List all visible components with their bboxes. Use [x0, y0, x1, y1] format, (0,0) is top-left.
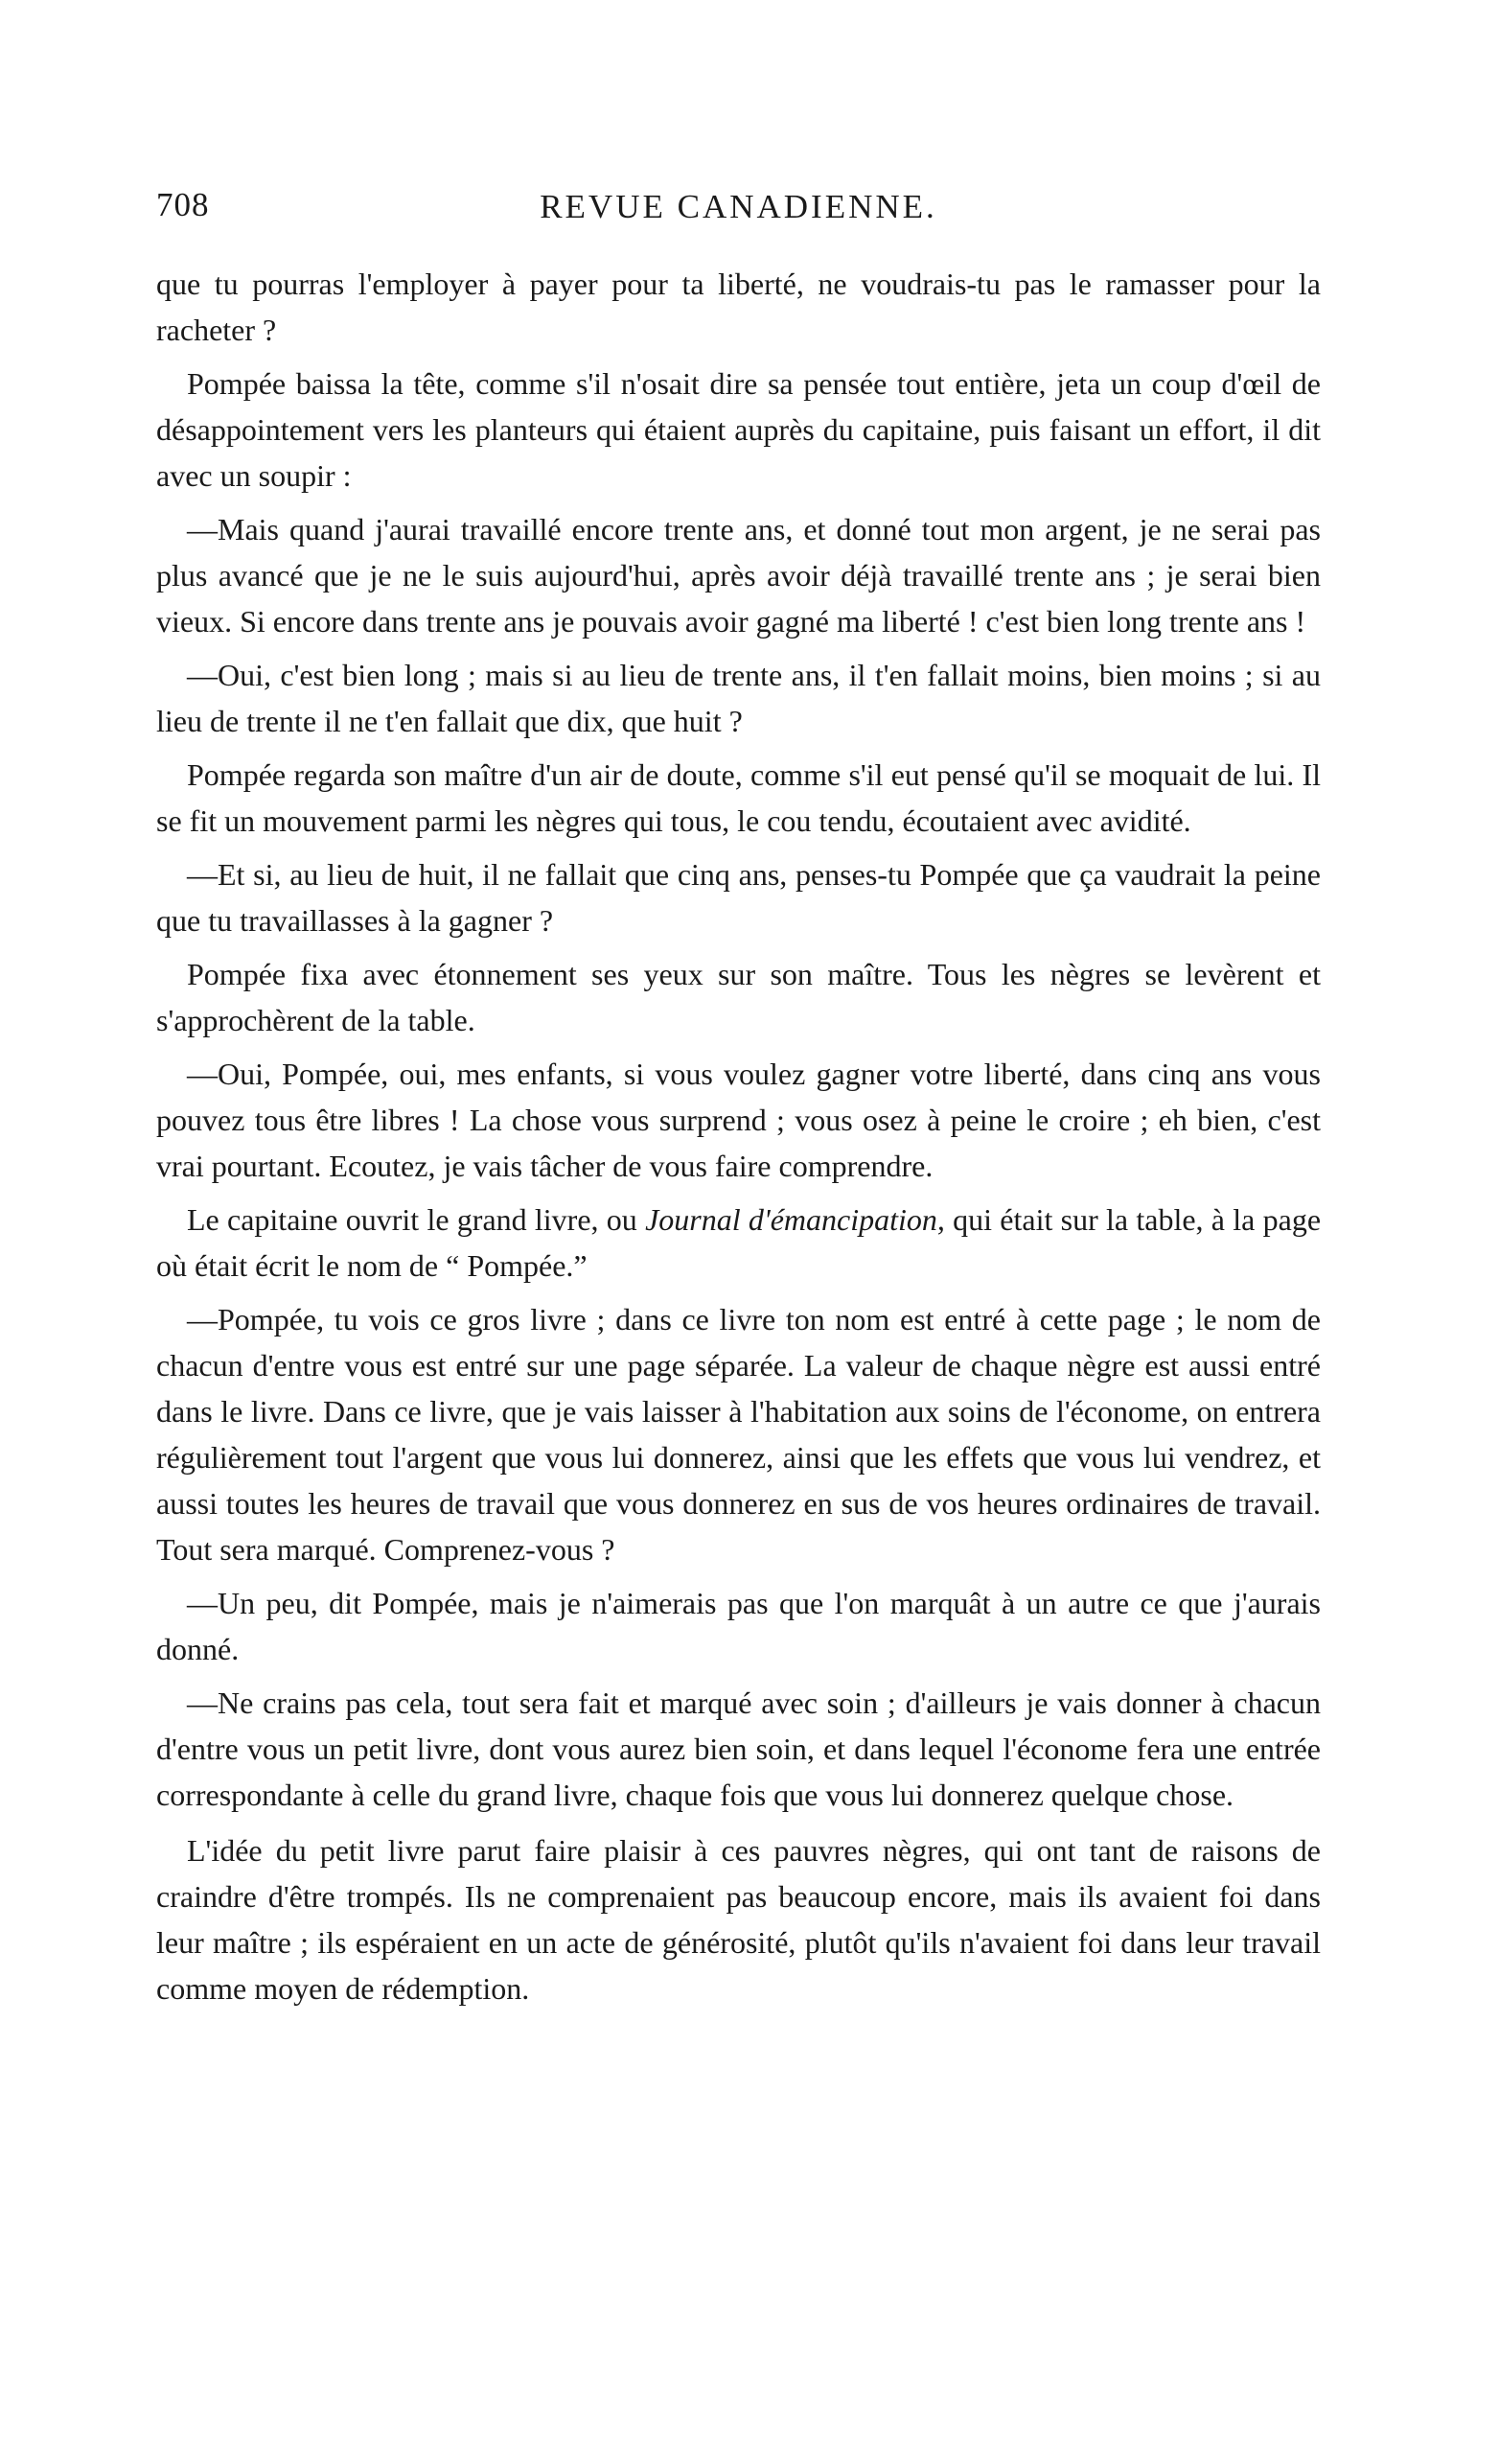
paragraph: Pompée fixa avec étonnement ses yeux sur son maître. Tous les nègres se levèrent et s'approchèrent de la table.	[156, 957, 1321, 1037]
body-text	[156, 261, 1321, 2011]
paragraph: L'idée du petit livre parut faire plaisir à ces pauvres nègres, qui ont tant de raisons de craindre d'être trompés. Ils ne comprenaient pas beaucoup encore, mais ils avaient foi dans leur maître ; ils espéraient en un acte de générosité, plutôt qu'ils n'avaient foi dans leur travail comme moyen de rédemption.	[156, 1833, 1321, 2006]
paragraph: Pompée regarda son maître d'un air de doute, comme s'il eut pensé qu'il se moquait de lui. Il se fit un mouvement parmi les nègres qui tous, le cou tendu, écoutaient avec avidité.	[156, 757, 1321, 838]
paragraph: que tu pourras l'employer à payer pour ta liberté, ne voudrais-tu pas le ramasser pour la racheter ?	[156, 267, 1321, 347]
paragraph: —Et si, au lieu de huit, il ne fallait que cinq ans, penses-tu Pompée que ça vaudrait la peine que tu travaillasses à la gagner ?	[156, 857, 1321, 938]
paragraph-text: qui était sur la table, à la page où était écrit le nom de “ Pompée.”	[156, 1202, 1322, 1283]
paragraph: —Pompée, tu vois ce gros livre ; dans ce livre ton nom est entré à cette page ; le nom de chacun d'entre vous est entré sur une page séparée. La valeur de chaque nègre est aussi entré dans le livre. Dans ce livre, que je vais laisser à l'habitation aux soins de l'économe, on entrera régulièrement tout l'argent que vous lui donnerez, ainsi que les effets que vous lui vendrez, et aussi toutes les heures de travail que vous donnerez en sus de vos heures ordinaires de travail. Tout sera marqué. Comprenez-vous ?	[156, 1302, 1321, 1567]
paragraph: —Ne crains pas cela, tout sera fait et marqué avec soin ; d'ailleurs je vais donner à chacun d'entre vous un petit livre, dont vous aurez bien soin, et dans lequel l'économe fera une entrée correspondante à celle du grand livre, chaque fois que vous lui donnerez quelque chose.	[156, 1685, 1321, 1812]
paragraph: —Un peu, dit Pompée, mais je n'aimerais pas que l'on marquât à un autre ce que j'aurais donné.	[156, 1586, 1321, 1666]
paragraph: —Mais quand j'aurai travaillé encore trente ans, et donné tout mon argent, je ne serai pas plus avancé que je ne le suis aujourd'hui, après avoir déjà travaillé trente ans ; je serai bien vieux. Si encore dans trente ans je pouvais avoir gagné ma liberté ! c'est bien long trente ans !	[156, 512, 1321, 639]
paragraph	[156, 1197, 1321, 1289]
paragraph: Pompée baissa la tête, comme s'il n'osait dire sa pensée tout entière, jeta un coup d'œil de désappointement vers les planteurs qui étaient auprès du capitaine, puis faisant un effort, il dit avec un soupir :	[156, 366, 1321, 493]
journal-title: REVUE CANADIENNE.	[540, 188, 937, 225]
paragraph: —Oui, Pompée, oui, mes enfants, si vous voulez gagner votre liberté, dans cinq ans vous pouvez tous être libres ! La chose vous surprend ; vous osez à peine le croire ; eh bien, c'est vrai pourtant. Ecoutez, je vais tâcher de vous faire comprendre.	[156, 1057, 1321, 1183]
journal-reference: Journal d'émancipation,	[645, 1202, 945, 1237]
page-number: 708	[156, 186, 210, 223]
document-page	[156, 182, 1321, 2019]
paragraph: —Oui, c'est bien long ; mais si au lieu de trente ans, il t'en fallait moins, bien moins ; si au lieu de trente il ne t'en fallait que dix, que huit ?	[156, 658, 1321, 738]
running-head	[156, 182, 1321, 240]
paragraph-text: Le capitaine ouvrit le grand livre, ou	[187, 1202, 646, 1237]
